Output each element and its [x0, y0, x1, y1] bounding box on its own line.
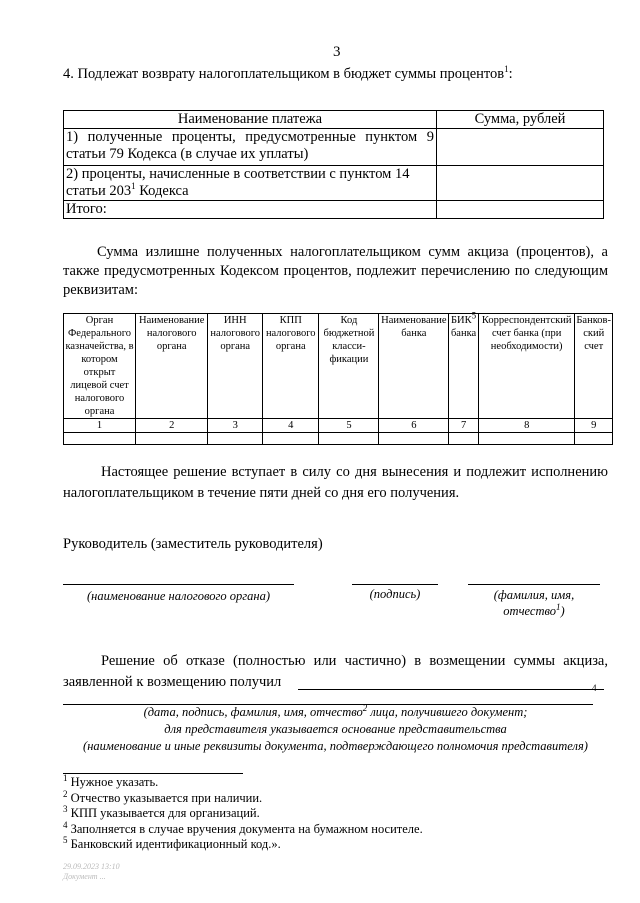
section-4-heading: 4. Подлежат возврату налогоплательщиком в бюджет суммы процентов$^1$:	[63, 64, 513, 82]
effect-paragraph: Настоящее решение вступает в силу со дня вынесения и подлежит исполнению налогоплательщиком в течение пяти дней со дня его получения.	[63, 464, 608, 501]
footnotes: $^1$ Нужное указать. $^2$ Отчество указывается при наличии. $^3$ КПП указывается для организаций. $^4$ Заполняется в случае вручения документа на бумажном носителе. $^5$ Банковский идентификационный код.».	[63, 772, 423, 851]
table-row	[64, 433, 613, 445]
header-amount: Сумма, рублей	[437, 111, 604, 129]
table-row: 2) проценты, начисленные в соответствии с пунктом 14 статьи $203^1$ Кодекса	[64, 166, 604, 201]
receiver-labels: (дата, подпись, фамилия, имя, отчество$^2$ лица, получившего документ; для представителя указывается основание представительства (наименование и иные реквизиты документа, подтверждающего полномочия представителя)	[83, 702, 588, 753]
document-page: 3 4. Подлежат возврату налогоплательщиком в бюджет суммы процентов$^1$: Наименование платежа Сумма, рублей 1) полученные проценты, предусмотренные пунктом 9 статьи 79 Кодекса (в случае их уплаты) 2) проценты, начисленные в соответствии с пунктом 14 статьи $203^1$ Кодекса Итого: Сумма излишне полученных налогоплательщиком сумм акциза (процентов), а также предусмотренных Кодексом процентов, подлежит перечислению по следующим реквизитам: Орган Федерального казначейства, в котором открыт лицевой счет налогового органа Наименование налогового органа ИНН налогового органа КПП налогового органа Код бюджетной класси-фикации Наименование банка БИК$^5$ банка Корреспондентский счет банка (при необходимости) Банков-ский счет 1 2 3 4 5 6 7 8 9 Настоящее решение вступает в силу со дня вынесения и подлежит исполнению налогоплательщиком в течение пяти дней со дня его получения. Руководитель (заместитель руководителя) (наименование налогового органа) (подпись) (фамилия, имя, отчество$^1$) Решение об отказе (полностью или частично) в возмещении суммы акциза, заявленной к возмещению получил 4 (дата, подпись, фамилия, имя, отчество$^2$ лица, получившего документ; для представителя указывается основание представительства (наименование и иные реквизиты документа, подтверждающего полномочия представителя) $^1$ Нужное указать. $^2$ Отчество указывается при наличии. $^3$ КПП указывается для организаций. $^4$ Заполняется в случае вручения документа на бумажном носителе. $^5$ Банковский идентификационный код.». 29.09.2023 13:10 Документ ...	[0, 0, 640, 903]
signature-label: (подпись)	[369, 587, 421, 601]
refusal-paragraph: Решение об отказе (полностью или частично) в возмещении суммы акциза, заявленной к возмещению получил	[63, 653, 608, 690]
table-row: 1) полученные проценты, предусмотренные пунктом 9 статьи 79 Кодекса (в случае их уплаты)	[64, 129, 604, 166]
page-number: 3	[333, 44, 341, 60]
print-stamp: 29.09.2023 13:10 Документ ...	[63, 862, 120, 881]
transfer-paragraph: Сумма излишне полученных налогоплательщиком сумм акциза (процентов), а также предусмотренных Кодексом процентов, подлежит перечислению по следующим реквизитам:	[63, 244, 608, 298]
name-label: (фамилия, имя, отчество$^1$)	[493, 588, 575, 618]
bank-details-table: Орган Федерального казначейства, в котором открыт лицевой счет налогового органа Наименование налогового органа ИНН налогового органа КПП налогового органа Код бюджетной класси-фикации Наименование банка БИК$^5$ банка Корреспондентский счет банка (при необходимости) Банков-ский счет 1 2 3 4 5 6 7 8 9	[63, 313, 613, 445]
column-numbers-row: 1 2 3 4 5 6 7 8 9	[64, 419, 613, 433]
tax-authority-label: (наименование налогового органа)	[87, 589, 270, 603]
head-label: Руководитель (заместитель руководителя)	[63, 536, 323, 552]
header-payment: Наименование платежа	[64, 111, 437, 129]
table-row-total: Итого:	[64, 201, 604, 219]
refund-table	[63, 110, 604, 219]
